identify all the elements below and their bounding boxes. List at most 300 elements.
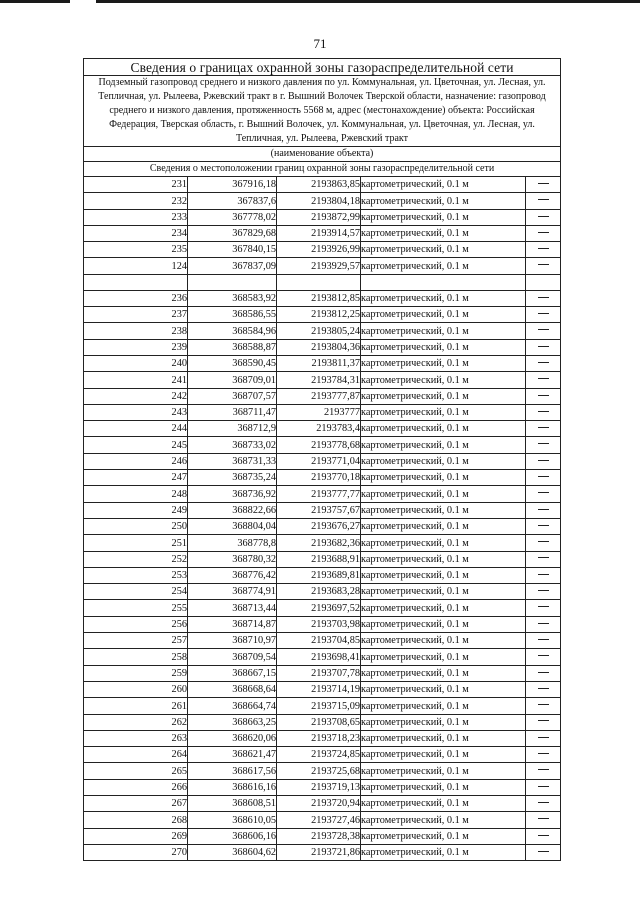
accuracy-method: картометрический, 0.1 м <box>361 502 526 518</box>
accuracy-method: картометрический, 0.1 м <box>361 616 526 632</box>
table-row <box>84 177 561 193</box>
dash-cell <box>526 258 561 274</box>
coordinate-x: 368583,92 <box>188 290 277 306</box>
coordinate-y: 2193688,91 <box>277 551 361 567</box>
dash-cell <box>526 844 561 860</box>
table-row <box>84 225 561 241</box>
coordinate-y: 2193914,57 <box>277 225 361 241</box>
dash-mark <box>538 786 549 787</box>
dash-cell <box>526 225 561 241</box>
coordinate-y: 2193698,41 <box>277 649 361 665</box>
coordinate-y: 2193703,98 <box>277 616 361 632</box>
point-number: 257 <box>84 633 188 649</box>
table-row <box>84 388 561 404</box>
location-heading: Сведения о местоположении границ охранной зоны газораспределительной сети <box>84 162 561 177</box>
dash-mark <box>538 329 549 330</box>
coordinate-x: 368780,32 <box>188 551 277 567</box>
dash-cell <box>526 681 561 697</box>
point-number: 239 <box>84 339 188 355</box>
coordinate-y: 2193718,23 <box>277 730 361 746</box>
coordinate-x: 367778,02 <box>188 209 277 225</box>
table-row <box>84 828 561 844</box>
accuracy-method: картометрический, 0.1 м <box>361 323 526 339</box>
coordinate-y: 2193783,4 <box>277 421 361 437</box>
accuracy-method: картометрический, 0.1 м <box>361 339 526 355</box>
dash-cell <box>526 193 561 209</box>
point-number: 237 <box>84 307 188 323</box>
table-row <box>84 307 561 323</box>
coordinate-x: 367916,18 <box>188 177 277 193</box>
table-row <box>84 779 561 795</box>
coordinate-x: 368586,55 <box>188 307 277 323</box>
accuracy-method: картометрический, 0.1 м <box>361 258 526 274</box>
table-row <box>84 339 561 355</box>
coordinate-y: 2193676,27 <box>277 518 361 534</box>
dash-mark <box>538 427 549 428</box>
coordinate-y: 2193929,57 <box>277 258 361 274</box>
table-row <box>84 323 561 339</box>
table-row <box>84 714 561 730</box>
dash-cell <box>526 518 561 534</box>
coordinate-x: 368667,15 <box>188 665 277 681</box>
coordinate-y: 2193714,19 <box>277 681 361 697</box>
point-number: 244 <box>84 421 188 437</box>
coordinate-x: 368617,56 <box>188 763 277 779</box>
coordinate-y: 2193727,46 <box>277 812 361 828</box>
accuracy-method: картометрический, 0.1 м <box>361 453 526 469</box>
coordinate-x: 367837,6 <box>188 193 277 209</box>
dash-cell <box>526 209 561 225</box>
coordinate-y: 2193770,18 <box>277 470 361 486</box>
coordinate-y: 2193812,25 <box>277 307 361 323</box>
coordinate-x: 368663,25 <box>188 714 277 730</box>
table-row <box>84 372 561 388</box>
table-row <box>84 209 561 225</box>
dash-cell <box>526 502 561 518</box>
point-number: 259 <box>84 665 188 681</box>
accuracy-method: картометрический, 0.1 м <box>361 584 526 600</box>
point-number: 251 <box>84 535 188 551</box>
accuracy-method: картометрический, 0.1 м <box>361 535 526 551</box>
coordinate-y: 2193804,36 <box>277 339 361 355</box>
accuracy-method: картометрический, 0.1 м <box>361 486 526 502</box>
coordinate-y: 2193778,68 <box>277 437 361 453</box>
coordinate-y: 2193704,85 <box>277 633 361 649</box>
scan-edge-artifact <box>0 0 640 4</box>
coordinate-x: 368731,33 <box>188 453 277 469</box>
table-row-separator <box>84 274 561 290</box>
dash-cell <box>526 323 561 339</box>
coordinate-x: 368707,57 <box>188 388 277 404</box>
coordinate-y: 2193805,24 <box>277 323 361 339</box>
dash-cell <box>526 763 561 779</box>
dash-mark <box>538 378 549 379</box>
point-number: 255 <box>84 600 188 616</box>
dash-mark <box>538 704 549 705</box>
table-row <box>84 844 561 860</box>
dash-mark <box>538 720 549 721</box>
coordinate-x: 368736,92 <box>188 486 277 502</box>
coordinate-x: 368606,16 <box>188 828 277 844</box>
coordinate-x: 368778,8 <box>188 535 277 551</box>
object-caption: (наименование объекта) <box>84 147 561 162</box>
accuracy-method: картометрический, 0.1 м <box>361 388 526 404</box>
point-number: 264 <box>84 747 188 763</box>
coordinate-x: 367837,09 <box>188 258 277 274</box>
accuracy-method: картометрический, 0.1 м <box>361 225 526 241</box>
coordinate-x: 368616,16 <box>188 779 277 795</box>
table-row <box>84 633 561 649</box>
table-row <box>84 812 561 828</box>
dash-mark <box>538 590 549 591</box>
accuracy-method: картометрический, 0.1 м <box>361 551 526 567</box>
table-row <box>84 551 561 567</box>
dash-cell <box>526 828 561 844</box>
accuracy-method: картометрический, 0.1 м <box>361 698 526 714</box>
table-row <box>84 795 561 811</box>
point-number: 124 <box>84 258 188 274</box>
dash-cell <box>526 177 561 193</box>
point-number: 247 <box>84 470 188 486</box>
accuracy-method: картометрический, 0.1 м <box>361 193 526 209</box>
coordinate-x: 368774,91 <box>188 584 277 600</box>
accuracy-method: картометрический, 0.1 м <box>361 812 526 828</box>
dash-cell <box>526 730 561 746</box>
table-row <box>84 535 561 551</box>
coordinate-x: 368709,54 <box>188 649 277 665</box>
coordinate-x: 368711,47 <box>188 404 277 420</box>
dash-mark <box>538 313 549 314</box>
table-row <box>84 649 561 665</box>
coordinate-y <box>277 274 361 290</box>
accuracy-method: картометрический, 0.1 м <box>361 730 526 746</box>
coordinate-y: 2193707,78 <box>277 665 361 681</box>
coordinate-y: 2193728,38 <box>277 828 361 844</box>
coordinate-x: 368584,96 <box>188 323 277 339</box>
coordinate-x: 368604,62 <box>188 844 277 860</box>
point-number: 235 <box>84 242 188 258</box>
coordinate-y: 2193683,28 <box>277 584 361 600</box>
table-row <box>84 258 561 274</box>
point-number: 233 <box>84 209 188 225</box>
dash-cell <box>526 404 561 420</box>
point-number: 246 <box>84 453 188 469</box>
dash-cell <box>526 274 561 290</box>
dash-mark <box>538 639 549 640</box>
dash-cell <box>526 551 561 567</box>
coordinate-y: 2193721,86 <box>277 844 361 860</box>
accuracy-method: картометрический, 0.1 м <box>361 763 526 779</box>
table-row <box>84 242 561 258</box>
dash-cell <box>526 665 561 681</box>
accuracy-method: картометрический, 0.1 м <box>361 828 526 844</box>
coordinate-x: 368668,64 <box>188 681 277 697</box>
coordinate-x: 368620,06 <box>188 730 277 746</box>
dash-cell <box>526 453 561 469</box>
dash-mark <box>538 737 549 738</box>
dash-mark <box>538 476 549 477</box>
dash-mark <box>538 655 549 656</box>
dash-mark <box>538 557 549 558</box>
coordinate-x: 368664,74 <box>188 698 277 714</box>
coordinate-y: 2193784,31 <box>277 372 361 388</box>
table-row <box>84 470 561 486</box>
dash-mark <box>538 818 549 819</box>
accuracy-method: картометрический, 0.1 м <box>361 747 526 763</box>
point-number: 262 <box>84 714 188 730</box>
point-number: 263 <box>84 730 188 746</box>
dash-mark <box>538 541 549 542</box>
accuracy-method: картометрический, 0.1 м <box>361 177 526 193</box>
point-number: 252 <box>84 551 188 567</box>
dash-cell <box>526 649 561 665</box>
coordinate-y: 2193872,99 <box>277 209 361 225</box>
page-number: 71 <box>313 36 327 51</box>
dash-mark <box>538 232 549 233</box>
accuracy-method: картометрический, 0.1 м <box>361 681 526 697</box>
point-number <box>84 274 188 290</box>
point-number: 258 <box>84 649 188 665</box>
dash-mark <box>538 802 549 803</box>
table-row <box>84 698 561 714</box>
dash-mark <box>538 574 549 575</box>
coordinate-x: 368710,97 <box>188 633 277 649</box>
coordinate-y: 2193777,87 <box>277 388 361 404</box>
dash-cell <box>526 535 561 551</box>
coordinate-x <box>188 274 277 290</box>
coordinate-y: 2193708,65 <box>277 714 361 730</box>
dash-cell <box>526 698 561 714</box>
coordinate-y: 2193682,36 <box>277 535 361 551</box>
accuracy-method: картометрический, 0.1 м <box>361 470 526 486</box>
point-number: 269 <box>84 828 188 844</box>
point-number: 261 <box>84 698 188 714</box>
dash-mark <box>538 835 549 836</box>
coordinate-y: 2193812,85 <box>277 290 361 306</box>
dash-mark <box>538 851 549 852</box>
table-row <box>84 290 561 306</box>
dash-mark <box>538 443 549 444</box>
dash-cell <box>526 470 561 486</box>
dash-mark <box>538 525 549 526</box>
dash-cell <box>526 812 561 828</box>
accuracy-method: картометрический, 0.1 м <box>361 290 526 306</box>
coordinate-x: 368714,87 <box>188 616 277 632</box>
accuracy-method: картометрический, 0.1 м <box>361 437 526 453</box>
point-number: 250 <box>84 518 188 534</box>
dash-mark <box>538 460 549 461</box>
accuracy-method: картометрический, 0.1 м <box>361 518 526 534</box>
dash-cell <box>526 307 561 323</box>
accuracy-method: картометрический, 0.1 м <box>361 665 526 681</box>
boundary-table <box>83 58 561 861</box>
point-number: 236 <box>84 290 188 306</box>
point-number: 266 <box>84 779 188 795</box>
accuracy-method: картометрический, 0.1 м <box>361 355 526 371</box>
table-row <box>84 747 561 763</box>
coordinate-x: 368608,51 <box>188 795 277 811</box>
table-row <box>84 567 561 583</box>
dash-cell <box>526 339 561 355</box>
accuracy-method: картометрический, 0.1 м <box>361 844 526 860</box>
dash-cell <box>526 290 561 306</box>
accuracy-method: картометрический, 0.1 м <box>361 600 526 616</box>
dash-mark <box>538 248 549 249</box>
coordinate-x: 368822,66 <box>188 502 277 518</box>
coordinate-y: 2193926,99 <box>277 242 361 258</box>
dash-mark <box>538 362 549 363</box>
coordinate-x: 368776,42 <box>188 567 277 583</box>
point-number: 241 <box>84 372 188 388</box>
dash-mark <box>538 623 549 624</box>
coordinate-y: 2193777 <box>277 404 361 420</box>
dash-mark <box>538 492 549 493</box>
scan-bottom-edge <box>0 892 640 905</box>
point-number: 256 <box>84 616 188 632</box>
table-row <box>84 584 561 600</box>
point-number: 245 <box>84 437 188 453</box>
table-row <box>84 665 561 681</box>
dash-mark <box>538 411 549 412</box>
dash-cell <box>526 355 561 371</box>
dash-cell <box>526 584 561 600</box>
coordinate-y: 2193757,67 <box>277 502 361 518</box>
table-row <box>84 437 561 453</box>
table-row <box>84 404 561 420</box>
accuracy-method: картометрический, 0.1 м <box>361 209 526 225</box>
table-row <box>84 730 561 746</box>
coordinate-x: 368804,04 <box>188 518 277 534</box>
coordinate-y: 2193689,81 <box>277 567 361 583</box>
coordinate-x: 368709,01 <box>188 372 277 388</box>
point-number: 260 <box>84 681 188 697</box>
coordinate-x: 368713,44 <box>188 600 277 616</box>
point-number: 240 <box>84 355 188 371</box>
accuracy-method: картометрический, 0.1 м <box>361 649 526 665</box>
table-row <box>84 518 561 534</box>
table-row <box>84 355 561 371</box>
dash-cell <box>526 567 561 583</box>
coordinate-x: 368588,87 <box>188 339 277 355</box>
dash-mark <box>538 183 549 184</box>
dash-cell <box>526 747 561 763</box>
dash-cell <box>526 714 561 730</box>
point-number: 234 <box>84 225 188 241</box>
table-row <box>84 681 561 697</box>
table-row <box>84 600 561 616</box>
coordinate-x: 368590,45 <box>188 355 277 371</box>
point-number: 242 <box>84 388 188 404</box>
coordinate-x: 368621,47 <box>188 747 277 763</box>
coordinate-y: 2193771,04 <box>277 453 361 469</box>
dash-cell <box>526 795 561 811</box>
table-row <box>84 763 561 779</box>
accuracy-method: картометрический, 0.1 м <box>361 567 526 583</box>
dash-mark <box>538 216 549 217</box>
coordinate-y: 2193715,09 <box>277 698 361 714</box>
dash-mark <box>538 297 549 298</box>
coordinate-y: 2193720,94 <box>277 795 361 811</box>
dash-mark <box>538 346 549 347</box>
accuracy-method: картометрический, 0.1 м <box>361 779 526 795</box>
accuracy-method: картометрический, 0.1 м <box>361 307 526 323</box>
accuracy-method: картометрический, 0.1 м <box>361 372 526 388</box>
dash-cell <box>526 372 561 388</box>
table-row <box>84 616 561 632</box>
accuracy-method <box>361 274 526 290</box>
point-number: 253 <box>84 567 188 583</box>
coordinate-x: 368610,05 <box>188 812 277 828</box>
coordinate-y: 2193719,13 <box>277 779 361 795</box>
coordinate-y: 2193697,52 <box>277 600 361 616</box>
dash-mark <box>538 264 549 265</box>
table-row <box>84 421 561 437</box>
dash-mark <box>538 769 549 770</box>
point-number: 248 <box>84 486 188 502</box>
dash-cell <box>526 388 561 404</box>
table-row <box>84 502 561 518</box>
point-number: 268 <box>84 812 188 828</box>
dash-mark <box>538 395 549 396</box>
point-number: 232 <box>84 193 188 209</box>
point-number: 249 <box>84 502 188 518</box>
dash-cell <box>526 242 561 258</box>
coordinate-y: 2193777,77 <box>277 486 361 502</box>
dash-cell <box>526 421 561 437</box>
table-row <box>84 486 561 502</box>
point-number: 243 <box>84 404 188 420</box>
coordinate-y: 2193811,37 <box>277 355 361 371</box>
accuracy-method: картометрический, 0.1 м <box>361 404 526 420</box>
point-number: 270 <box>84 844 188 860</box>
coordinate-x: 368733,02 <box>188 437 277 453</box>
accuracy-method: картометрический, 0.1 м <box>361 421 526 437</box>
coordinate-y: 2193804,18 <box>277 193 361 209</box>
coordinate-x: 367840,15 <box>188 242 277 258</box>
coordinate-y: 2193725,68 <box>277 763 361 779</box>
accuracy-method: картометрический, 0.1 м <box>361 242 526 258</box>
point-number: 254 <box>84 584 188 600</box>
dash-mark <box>538 199 549 200</box>
dash-cell <box>526 437 561 453</box>
point-number: 267 <box>84 795 188 811</box>
dash-cell <box>526 616 561 632</box>
dash-cell <box>526 600 561 616</box>
dash-mark <box>538 753 549 754</box>
table-row <box>84 193 561 209</box>
table-title: Сведения о границах охранной зоны газораспределительной сети <box>84 59 561 76</box>
dash-mark <box>538 672 549 673</box>
dash-mark <box>538 688 549 689</box>
coordinate-x: 367829,68 <box>188 225 277 241</box>
coordinate-y: 2193724,85 <box>277 747 361 763</box>
object-description: Подземный газопровод среднего и низкого давления по ул. Коммунальная, ул. Цветочная, ул. Лесная, ул. Тепличная, ул. Рылеева, Ржевский тракт в г. Вышний Волочек Тверской области, назначение: газопровод среднего и низкого давления, протяженность 5568 м, адрес (местонахождение) объекта: Российская Федерация, Тверская область, г. Вышний Волочек, ул. Коммунальная, ул. Цветочная, ул. Лесная, ул. Тепличная, ул. Рылеева, Ржевский тракт <box>84 76 561 147</box>
point-number: 231 <box>84 177 188 193</box>
accuracy-method: картометрический, 0.1 м <box>361 795 526 811</box>
dash-cell <box>526 633 561 649</box>
point-number: 238 <box>84 323 188 339</box>
coordinate-x: 368712,9 <box>188 421 277 437</box>
dash-mark <box>538 606 549 607</box>
accuracy-method: картометрический, 0.1 м <box>361 633 526 649</box>
coordinate-y: 2193863,85 <box>277 177 361 193</box>
point-number: 265 <box>84 763 188 779</box>
coordinate-x: 368735,24 <box>188 470 277 486</box>
dash-cell <box>526 779 561 795</box>
dash-cell <box>526 486 561 502</box>
dash-mark <box>538 509 549 510</box>
table-row <box>84 453 561 469</box>
